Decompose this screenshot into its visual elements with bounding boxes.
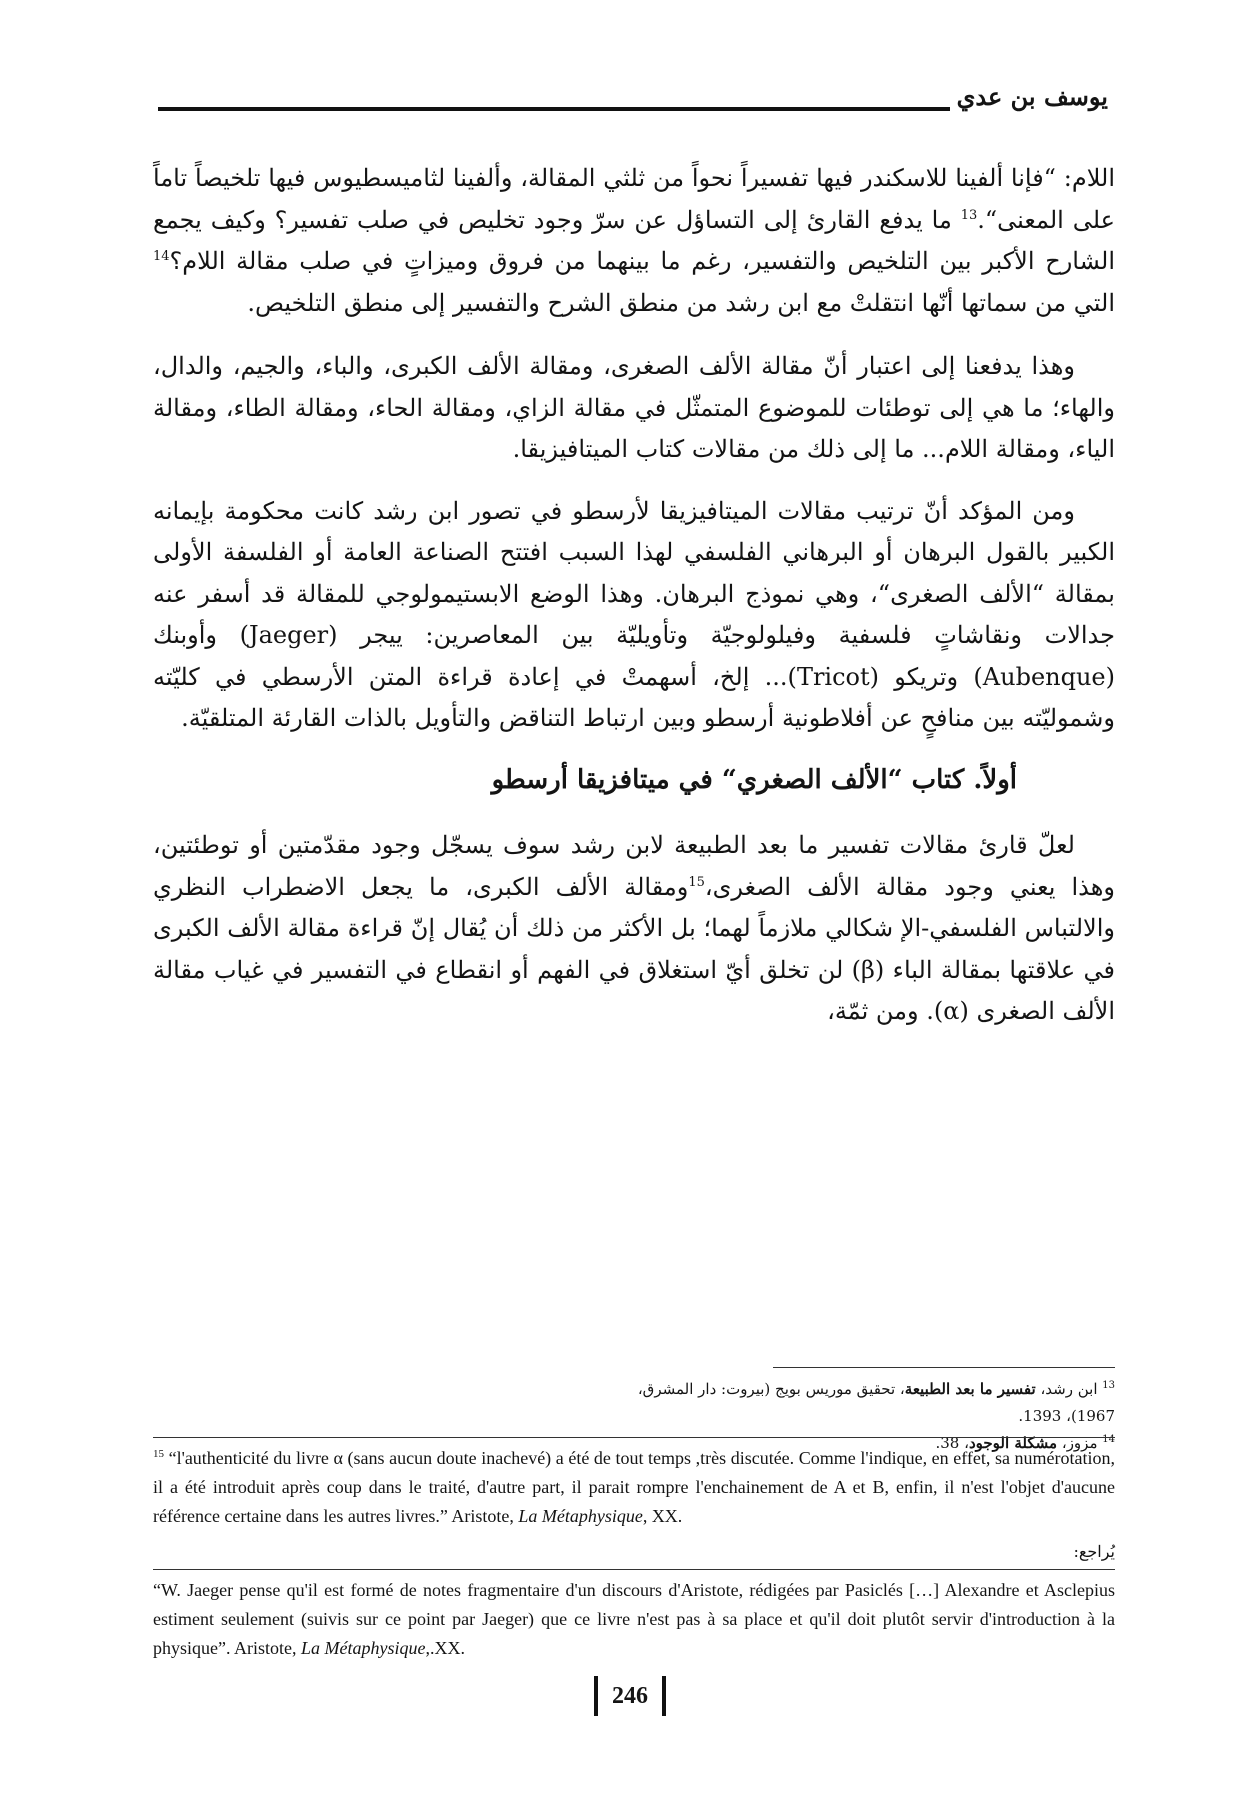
footnote-13 xyxy=(600,1376,1115,1430)
section-heading: أولاً. كتاب “الألف الصغري“ في ميتافزيقا أرسطو xyxy=(491,764,1017,795)
running-header xyxy=(158,82,1108,116)
footnote-ref-13[interactable]: 13 xyxy=(960,207,978,223)
footnote-ref-15[interactable]: 15 xyxy=(688,874,705,890)
footnote-15-page: , XX. xyxy=(642,1506,683,1526)
paragraph-1-text-b: ما يدفع القارئ إلى التساؤل عن سرّ وجود تخليص في صلب تفسير؟ وكيف يجمع الشارح الأكبر بين التلخيص والتفسير، رغم ما بينهما من فروق وميزاتٍ في صلب مقالة اللام؟ xyxy=(153,205,1115,275)
footnote-13-number: 13 xyxy=(1102,1380,1115,1391)
footnote-15-quote-2: “W. Jaeger pense qu'il est formé de notes fragmentaire d'un discours d'Aristote, rédigées par Pasiclés […] Alexandre et Asclepius estiment seulement (suivis sur ce point par Jaeger) que ce livre n'est pas à sa place et qu'il doit plutôt servir d'introduction à la physique”. Aristote, xyxy=(153,1580,1115,1658)
paragraph-1-text: اللام: “فإنا ألفينا للاسكندر فيها تفسيراً نحواً من ثلثي المقالة، وألفينا لثاميسطيوس فيها تلخيصاً تاماً على المعنى“. xyxy=(153,164,1115,234)
footnote-separator xyxy=(773,1367,1115,1368)
footnote-14-number: 14 xyxy=(1102,1434,1115,1445)
page-number-box xyxy=(594,1676,666,1716)
footnote-14-text: مزوز، xyxy=(1057,1434,1103,1452)
footnote-14-page: ، 38. xyxy=(935,1434,969,1452)
footnote-15-book-title-2: La Métaphysique xyxy=(300,1638,426,1658)
footnote-ref-14[interactable]: 14 xyxy=(153,249,170,264)
author-name: يوسف بن عدي xyxy=(956,82,1108,111)
paragraph-2: وهذا يدفعنا إلى اعتبار أنّ مقالة الألف الصغرى، ومقالة الألف الكبرى، والباء، والجيم، والدال، والهاء؛ ما هي إلى توطئات للموضوع المتمثّل في مقالة الزاي، ومقالة الحاء، ومقالة الطاء، ومقالة الياء، ومقالة اللام... ما إلى ذلك من مقالات كتاب الميتافيزيقا. xyxy=(153,352,1115,463)
footnote-13-title: تفسير ما بعد الطبيعة xyxy=(904,1380,1036,1398)
footnote-13-text: ابن رشد، xyxy=(1035,1380,1103,1398)
footnote-14-title: مشكلة الوجود xyxy=(968,1434,1058,1452)
footnote-separator-2 xyxy=(153,1437,1115,1438)
footnote-13-source: ، تحقيق موريس بويج (بيروت: دار المشرق، 1967)، 1393. xyxy=(637,1380,1115,1425)
header-rule xyxy=(158,107,950,111)
footnote-15-page-2: ,.XX. xyxy=(425,1638,465,1658)
paragraph-1-text-c: التي من سماتها أنّها انتقلتْ مع ابن رشد من منطق الشرح والتفسير إلى منطق التلخيص. xyxy=(247,288,1115,317)
french-footnotes xyxy=(153,1444,1115,1663)
main-text xyxy=(153,158,1115,1053)
paragraph-4 xyxy=(153,825,1115,1033)
footnote-15-quote: “l'authenticité du livre α (sans aucun doute inachevé) a été de tout temps ,très discutée. Comme l'indique, en effet, sa numérotation, il a été introduit après coup dans le traité, d'autre part, il parait rompre l'enchainement de A et B, enfin, il n'est l'objet d'aucune référence certaine dans les autres livres.” Aristote, xyxy=(153,1448,1115,1526)
paragraph-4-text: لعلّ قارئ مقالات تفسير ما بعد الطبيعة لابن رشد سوف يسجّل وجود مقدّمتين أو توطئتين، وهذا يعني وجود مقالة الألف الصغرى، xyxy=(153,831,1115,901)
footnote-15-continued xyxy=(153,1576,1115,1663)
see-also-label: يُراجع: xyxy=(1073,1542,1115,1561)
footnote-divider xyxy=(153,1569,1115,1570)
paragraph-4-text-b: ومقالة الألف الكبرى، ما يجعل الاضطراب النظري والالتباس الفلسفي-الإ شكالي ملازماً لهما؛ بل الأكثر من ذلك أن يُقال إنّ قراءة مقالة الألف الكبرى في علاقتها بمقالة الباء (β) لن تخلق أيّ استغلاق في الفهم أو انقطاع في التفسير في غياب مقالة الألف الصغرى (α). ومن ثمّة، xyxy=(153,872,1116,1025)
page-footer xyxy=(0,1676,1260,1716)
page-number: 246 xyxy=(612,1683,648,1709)
paragraph-1 xyxy=(153,158,1115,324)
footnote-15 xyxy=(153,1444,1115,1531)
paragraph-3: ومن المؤكد أنّ ترتيب مقالات الميتافيزيقا لأرسطو في تصور ابن رشد كانت محكومة بإيمانه الكبير بالقول البرهان أو البرهاني الفلسفي لهذا السبب افتتح الصناعة العامة أو الفلسفة الأولى بمقالة “الألف الصغرى“، وهي نموذج البرهان. وهذا الوضع الابستيمولوجي للمقالة قد أسفر عنه جدالات ونقاشاتٍ فلسفية وفيلولوجيّة وتأويليّة بين المعاصرين: ييجر (Jaeger) وأوبنك (Aubenque) وتريكو (Tricot)... إلخ، أسهمتْ في إعادة قراءة المتن الأرسطي في كليّته وشموليّته بين منافحٍ عن أفلاطونية أرسطو وبين ارتباط التناقض والتأويل بالذات القارئة المتلقيّة. xyxy=(153,496,1116,732)
footnote-15-number: 15 xyxy=(153,1448,164,1460)
footnote-15-book-title: La Métaphysique xyxy=(518,1506,643,1526)
